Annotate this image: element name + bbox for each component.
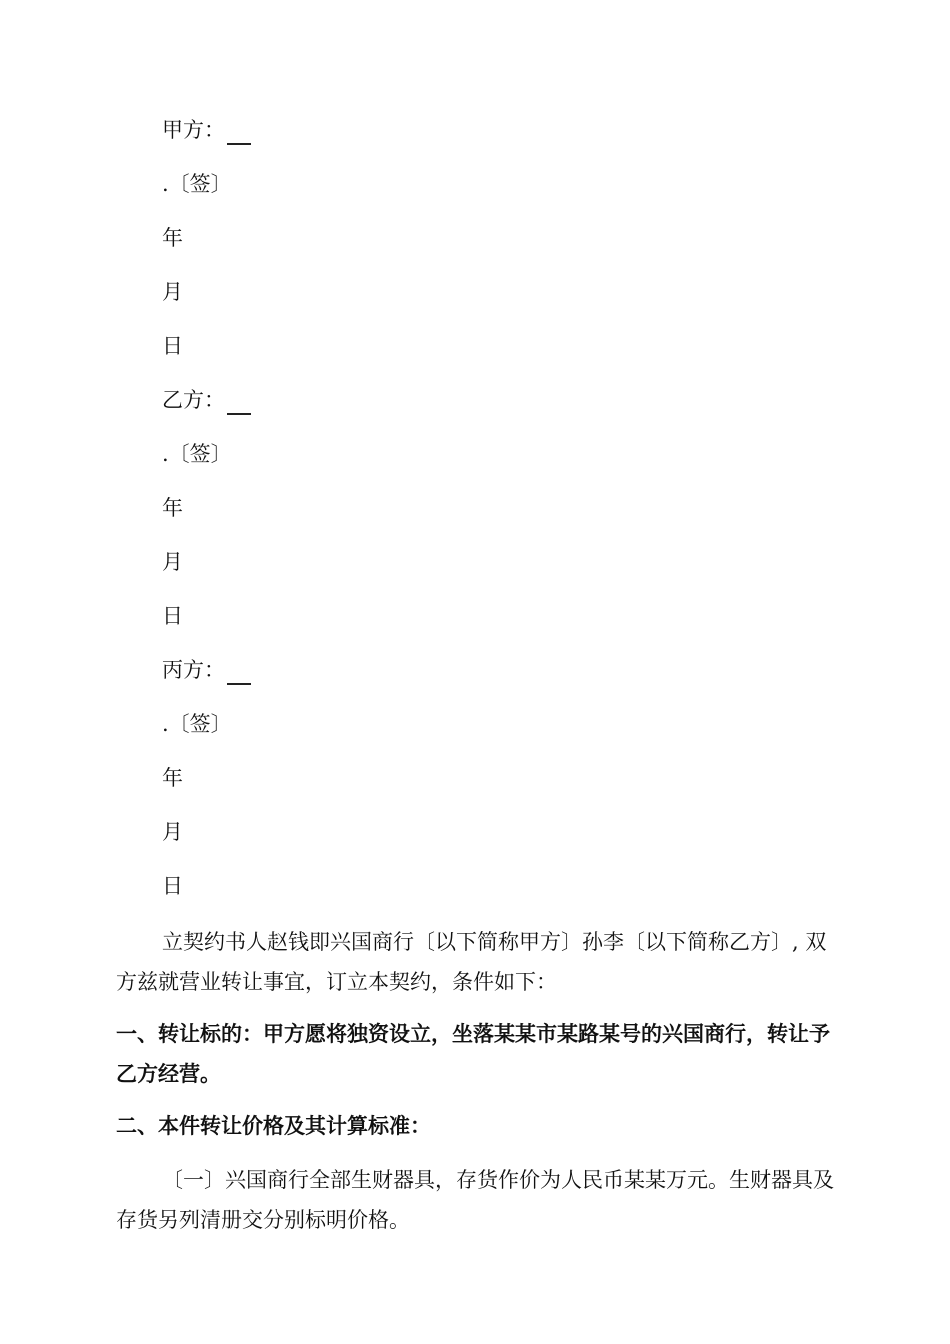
party-b-sign: .〔签〕 [162, 442, 232, 466]
party-a-label: 甲方： [162, 115, 251, 145]
party-c-label: 丙方： [162, 655, 251, 685]
article-1: 一、转让标的：甲方愿将独资设立，坐落某某市某路某号的兴国商行，转让予乙方经营。 [116, 1021, 830, 1086]
party-b-month: 月 [162, 550, 183, 574]
party-b-label: 乙方： [162, 385, 251, 415]
party-a-sign: .〔签〕 [162, 172, 232, 196]
signature-blank-line [227, 143, 251, 145]
party-c-sign: .〔签〕 [162, 712, 232, 736]
signature-blank-line [227, 413, 251, 415]
party-c-month: 月 [162, 820, 183, 844]
party-a-month: 月 [162, 280, 183, 304]
party-b-year: 年 [162, 496, 183, 520]
article-2-heading: 二、本件转让价格及其计算标准： [116, 1113, 431, 1138]
signature-blank-line [227, 683, 251, 685]
party-b-day: 日 [162, 604, 183, 628]
party-c-year: 年 [162, 766, 183, 790]
party-a-year: 年 [162, 226, 183, 250]
article-2-item-1: 〔一〕兴国商行全部生财器具，存货作价为人民币某某万元。生财器具及存货另列清册交分别标明价格。 [116, 1168, 834, 1232]
party-c-day: 日 [162, 874, 183, 898]
intro-paragraph: 立契约书人赵钱即兴国商行〔以下简称甲方〕孙李〔以下简称乙方〕, 双方兹就营业转让事宜，订立本契约，条件如下： [116, 930, 827, 994]
party-a-day: 日 [162, 334, 183, 358]
